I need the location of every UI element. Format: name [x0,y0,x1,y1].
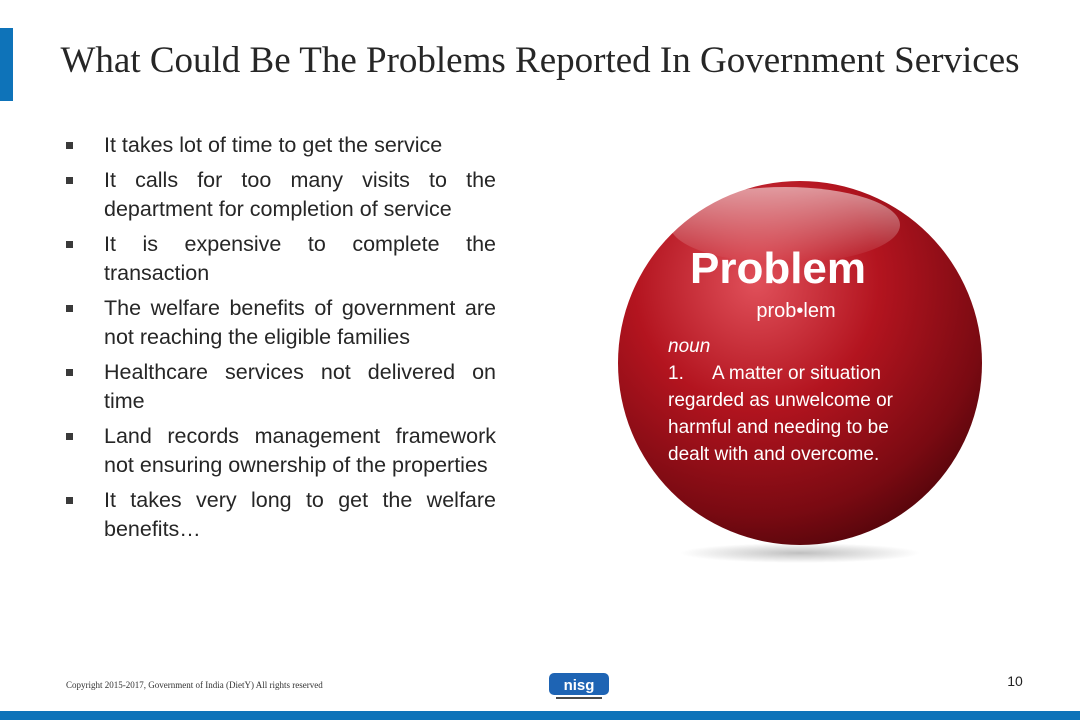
definition-line: regarded as unwelcome or [668,390,893,411]
bullet-text: The welfare benefits of government are not reaching the eligible families [104,296,496,349]
bullet-marker-icon [66,241,73,248]
problem-heading: Problem [689,244,867,293]
bullet-item [60,131,496,160]
pronunciation: prob•lem [756,300,836,322]
bullet-marker-icon [66,305,73,312]
bullet-item [60,294,496,352]
bullet-item [60,166,496,224]
part-of-speech: noun [668,336,711,357]
bottom-bar [0,711,1080,720]
bullet-text: It is expensive to complete the transaction [104,232,496,285]
definition-number: 1. [668,363,684,384]
accent-bar [0,28,13,101]
page-number: 10 [1007,673,1023,689]
bullet-text: It takes very long to get the welfare benefits… [104,488,496,541]
bullet-marker-icon [66,177,73,184]
bullet-text: Land records management framework not ensuring ownership of the properties [104,424,496,477]
bullet-text: It takes lot of time to get the service [104,133,443,157]
definition-line: A matter or situation [712,363,881,384]
bullet-marker-icon [66,142,73,149]
logo-text: nisg [563,677,595,694]
definition-line: dealt with and overcome. [668,444,880,465]
sphere-shadow [680,543,920,563]
definition-line: harmful and needing to be [668,417,889,438]
bullet-item [60,358,496,416]
bullet-marker-icon [66,369,73,376]
bullet-item [60,486,496,544]
nisg-logo [548,671,610,701]
bullet-marker-icon [66,497,73,504]
bullet-text: Healthcare services not delivered on time [104,360,496,413]
bullet-item [60,422,496,480]
bullet-item [60,230,496,288]
slide-title: What Could Be The Problems Reported In Government Services [60,40,1020,81]
copyright-text: Copyright 2015-2017, Government of India (DietY) All rights reserved [66,680,323,690]
bullet-list [60,131,496,550]
bullet-text: It calls for too many visits to the department for completion of service [104,168,496,221]
problem-definition-image [600,175,1000,565]
bullet-marker-icon [66,433,73,440]
